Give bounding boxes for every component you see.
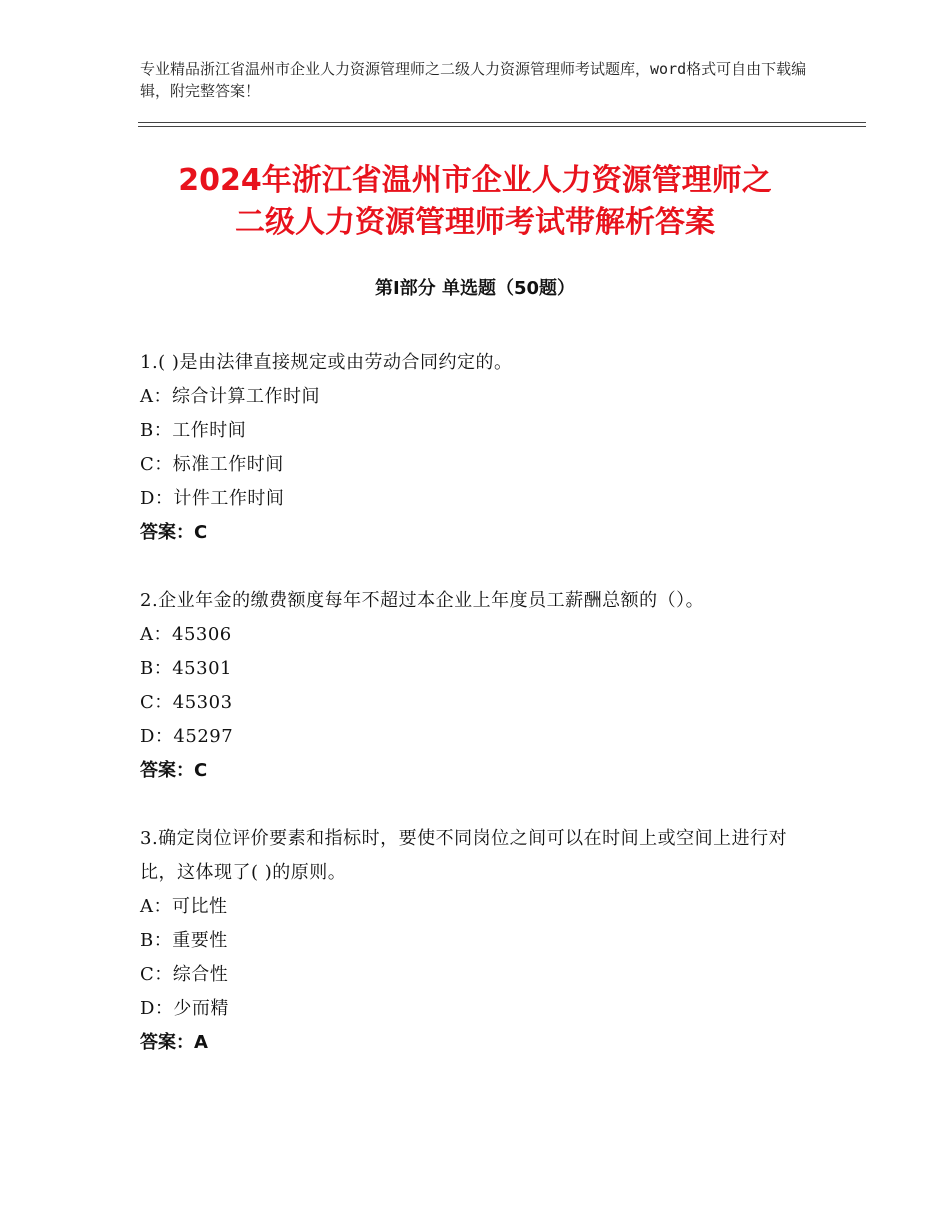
option-d: D：45297 [140, 726, 234, 747]
option-c: C：45303 [140, 692, 233, 713]
option-d: D：计件工作时间 [140, 488, 285, 509]
document-title-line-1: 2024年浙江省温州市企业人力资源管理师之 [178, 163, 772, 198]
section-title: 第Ⅰ部分 单选题（50题） [374, 278, 575, 299]
answer: 答案：C [140, 522, 208, 543]
header-rule-top [138, 122, 866, 123]
option-c: C：综合性 [140, 964, 229, 985]
option-b: B：重要性 [140, 930, 228, 951]
document-title [100, 160, 850, 244]
question-list [140, 346, 820, 1094]
question-stem: 2.企业年金的缴费额度每年不超过本企业上年度员工薪酬总额的（）。 [140, 590, 705, 611]
option-a: A：综合计算工作时间 [140, 386, 320, 407]
answer: 答案：A [140, 1032, 208, 1053]
header-rule-bottom [138, 126, 866, 127]
question-stem: 3.确定岗位评价要素和指标时，要使不同岗位之间可以在时间上或空间上进行对比，这体现了( )的原则。 [140, 828, 788, 883]
question-3 [140, 822, 820, 1060]
option-a: A：45306 [140, 624, 232, 645]
option-a: A：可比性 [140, 896, 228, 917]
option-d: D：少而精 [140, 998, 229, 1019]
header-note: 专业精品浙江省温州市企业人力资源管理师之二级人力资源管理师考试题库，word格式可自由下载编辑，附完整答案！ [140, 60, 807, 100]
question-2 [140, 584, 820, 788]
option-b: B：工作时间 [140, 420, 247, 441]
question-1 [140, 346, 820, 550]
option-c: C：标准工作时间 [140, 454, 284, 475]
question-stem: 1.( )是由法律直接规定或由劳动合同约定的。 [140, 352, 513, 373]
document-title-line-2: 二级人力资源管理师考试带解析答案 [235, 205, 715, 240]
option-b: B：45301 [140, 658, 232, 679]
answer: 答案：C [140, 760, 208, 781]
